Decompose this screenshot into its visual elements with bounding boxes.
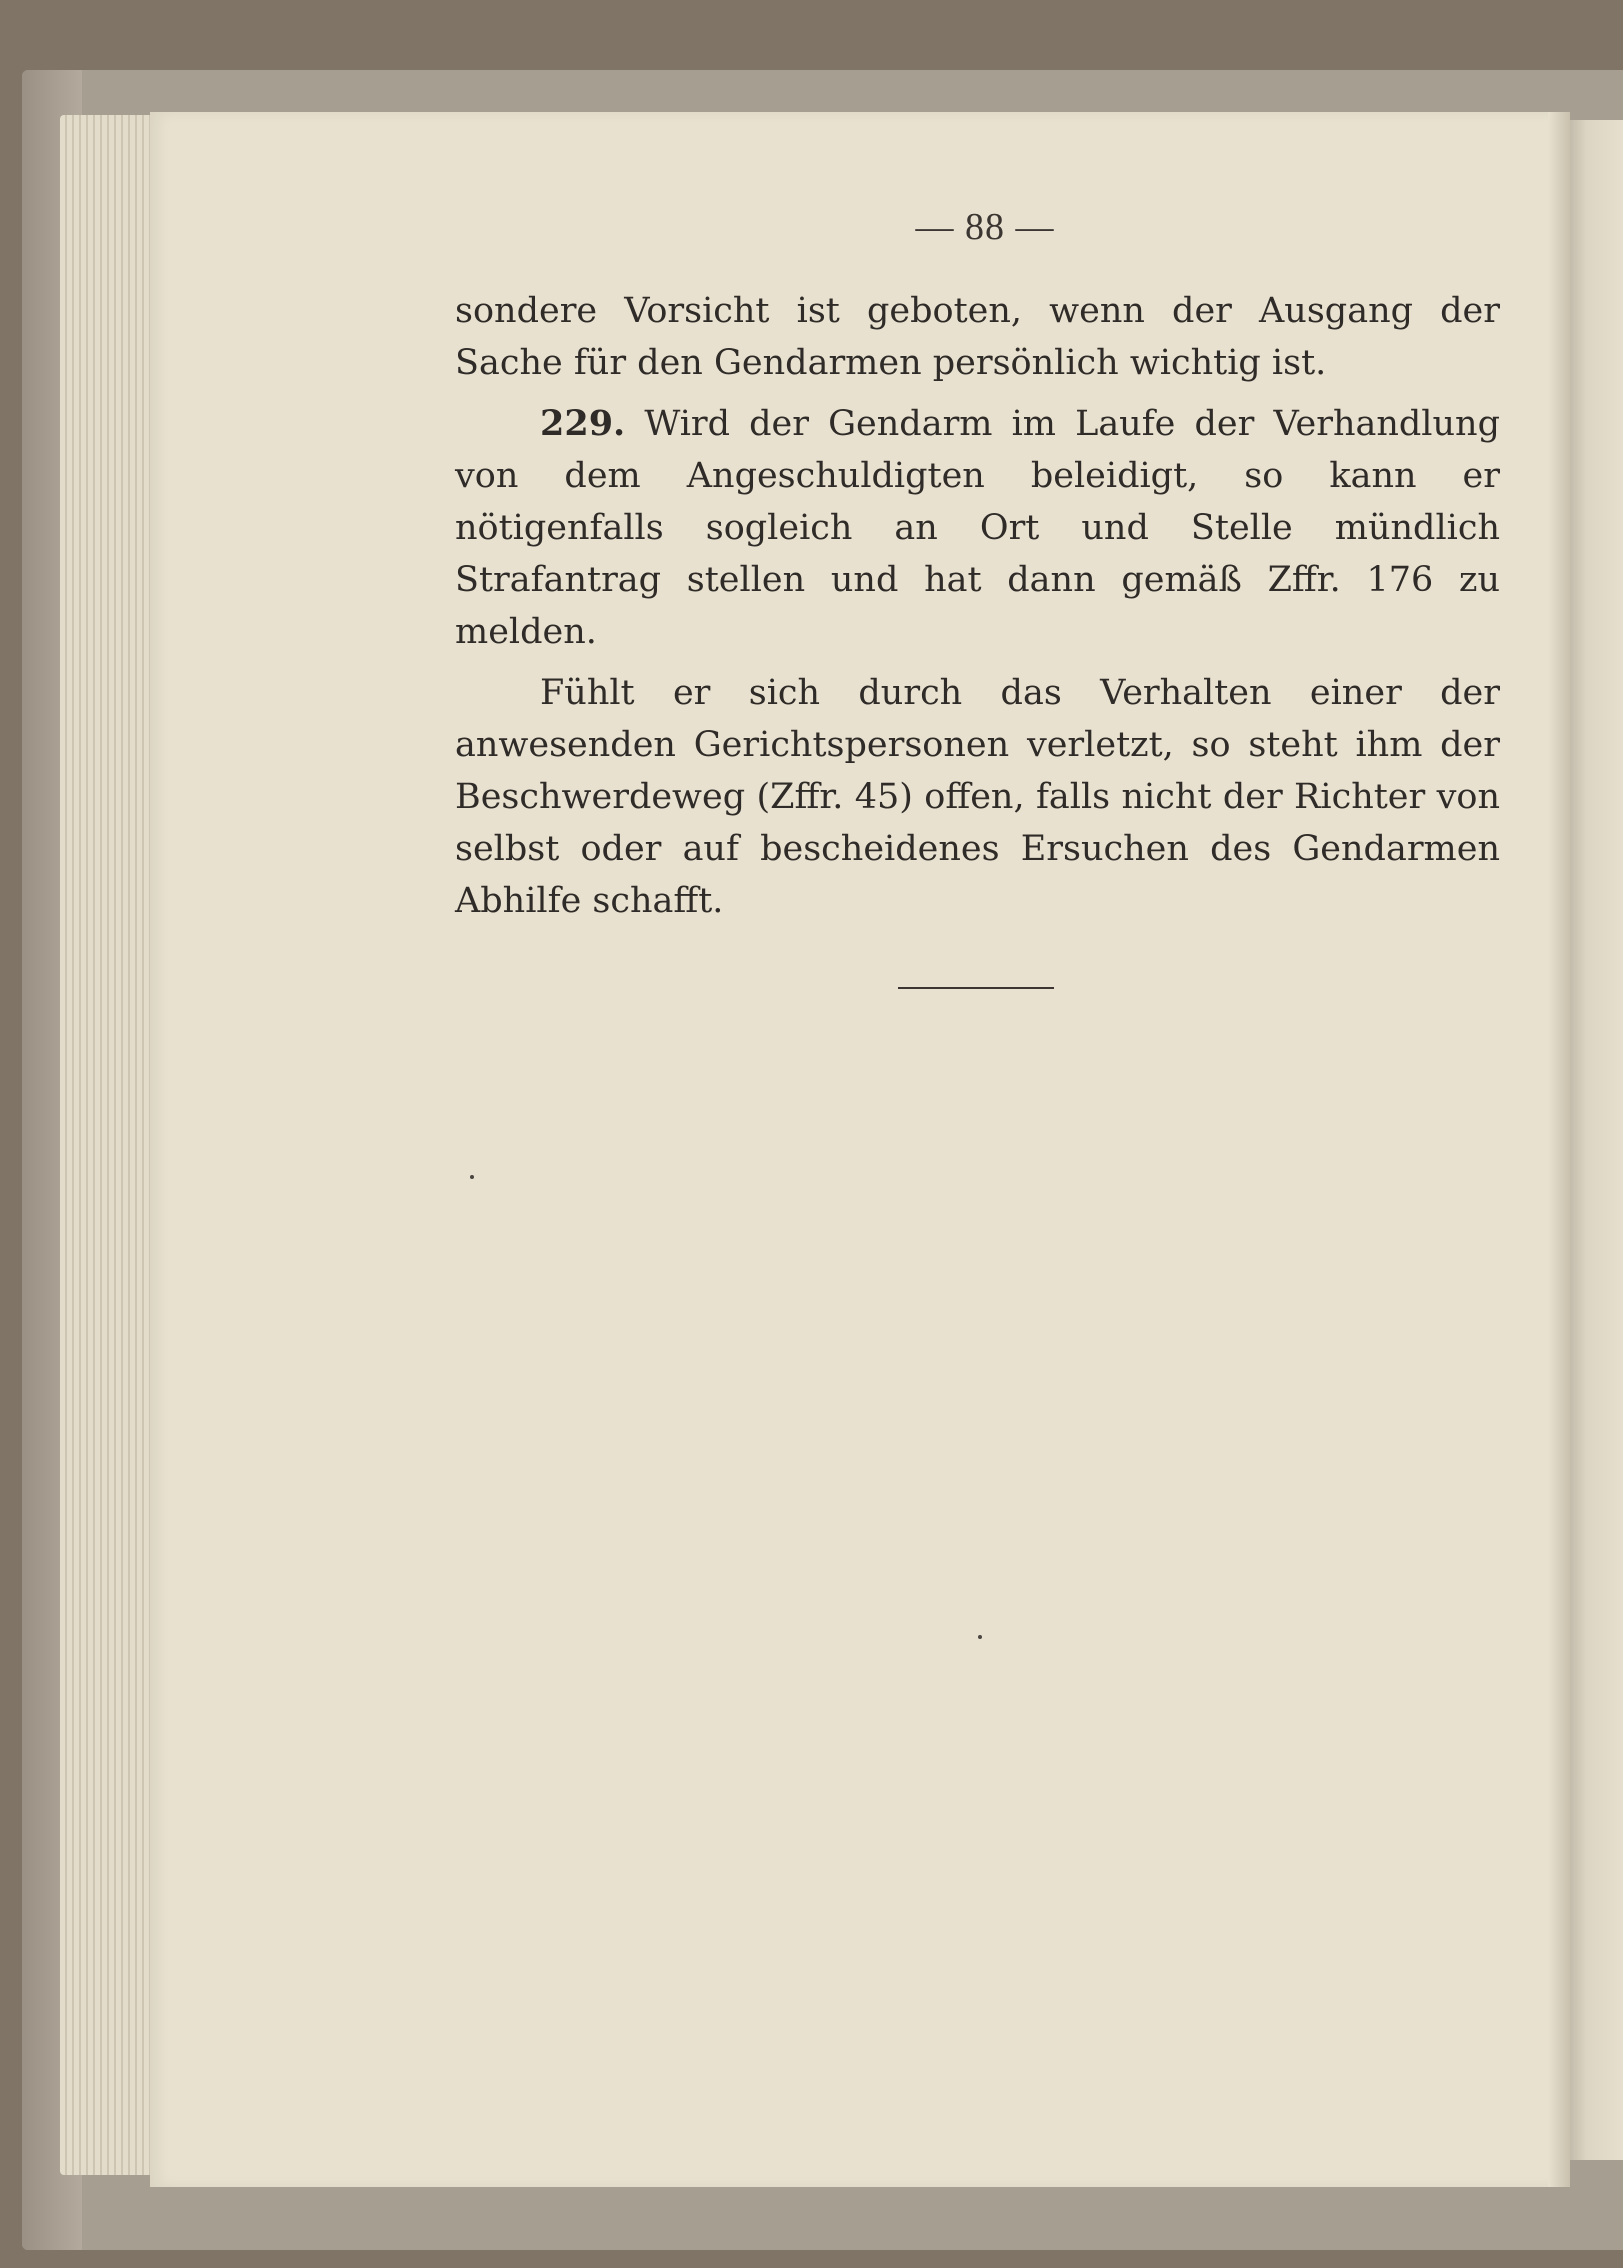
paragraph-followup: Fühlt er sich durch das Verhalten einer der anwesenden Gerichtspersonen verletzt, so steht ihm der Beschwerdeweg (Zffr. 45) offen, falls nicht der Richter von selbst oder auf bescheidenes Ersuchen des Gendarmen Abhilfe schafft. [455,673,1500,921]
paragraph-number: 229. [540,403,626,444]
page-number: — 88 — [915,206,1055,248]
body-text [455,285,1500,927]
page-gutter [1548,112,1570,2187]
speck [470,1175,474,1179]
speck [978,1635,982,1639]
next-page-edge [1562,120,1623,2160]
paragraph-text: Wird der Gendarm im Laufe der Verhandlung von dem Angeschuldigten beleidigt, so kann er nötigenfalls sogleich an Ort und Stelle mündlich Strafantrag stellen und hat dann gemäß Zffr. 176 zu melden. [455,404,1500,652]
section-divider [898,987,1054,989]
paragraph-continued: sondere Vorsicht ist geboten, wenn der Ausgang der Sache für den Gendarmen persönlich wichtig ist. [455,291,1500,383]
paragraph-229 [455,398,1500,658]
